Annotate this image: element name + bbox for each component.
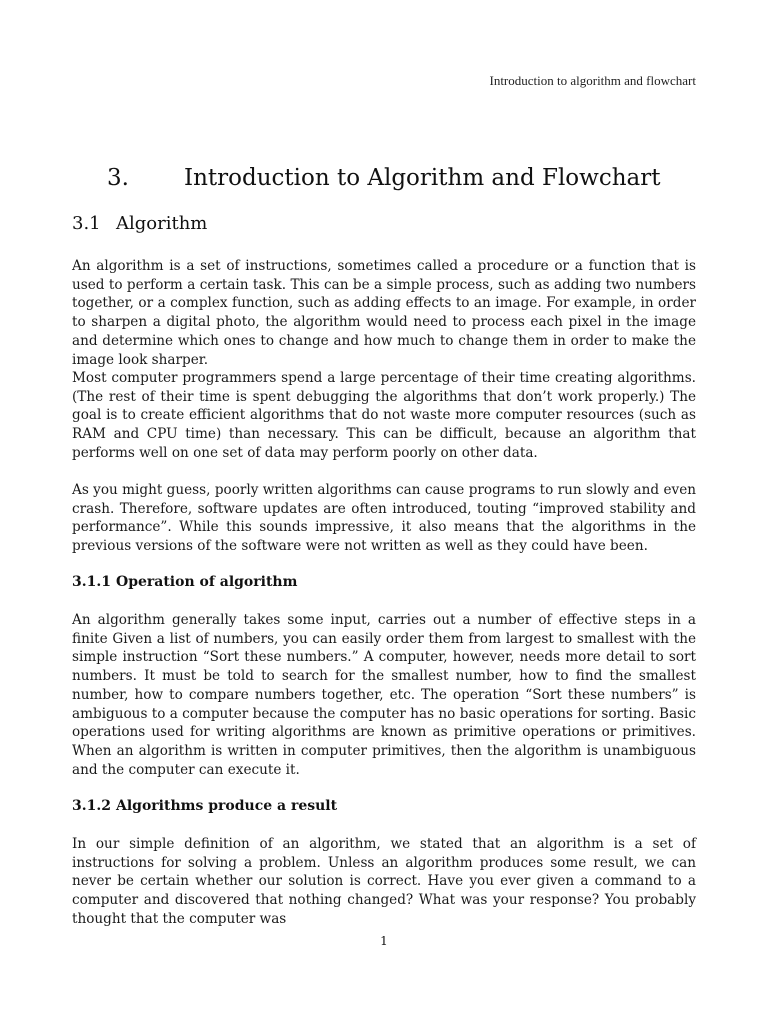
subsection-heading-result xyxy=(72,796,337,816)
section-paragraph-1: An algorithm is a set of instructions, sometimes called a procedure or a function that is used to perform a certain task. This can be a simple process, such as adding two numbers together, or a complex function, such as adding effects to an image. For example, in order to sharpen a digital photo, the algorithm would need to process each pixel in the image and determine which ones to change and how much to change them in order to make the image look sharper. xyxy=(72,258,696,368)
subsection-number: 3.1.1 xyxy=(72,574,111,590)
chapter-title-text: Introduction to Algorithm and Flowchart xyxy=(184,165,661,191)
subsection-heading-operation xyxy=(72,572,297,592)
subsection-number: 3.1.2 xyxy=(72,798,111,814)
section-title-text: Algorithm xyxy=(116,213,208,234)
subsection-title-text: Operation of algorithm xyxy=(116,574,298,590)
running-header: Introduction to algorithm and flowchart xyxy=(489,73,696,88)
subsection-2-paragraph: In our simple definition of an algorithm, we stated that an algorithm is a set of instructions for solving a problem. Unless an algorithm produces some result, we can never be certain whether our solution is correct. Have you ever given a command to a computer and discovered that nothing changed? What was your response? You probably thought that the computer was xyxy=(72,836,696,927)
section-paragraph-2: Most computer programmers spend a large percentage of their time creating algorithms. (The rest of their time is spent debugging the algorithms that don’t work properly.) The goal is to create efficient algorithms that do not waste more computer resources (such as RAM and CPU time) than necessary. This can be difficult, because an algorithm that performs well on one set of data may perform poorly on other data. xyxy=(72,370,696,461)
subsection-title-text: Algorithms produce a result xyxy=(116,798,338,814)
chapter-number: 3. xyxy=(107,165,129,191)
page-number: 1 xyxy=(380,934,388,948)
section-number: 3.1 xyxy=(72,213,101,234)
subsection-1-paragraph: An algorithm generally takes some input, carries out a number of effective steps in a finite Given a list of numbers, you can easily order them from largest to smallest with the simple instruction “Sort these numbers.” A computer, however, needs more detail to sort numbers. It must be told to search for the smallest number, how to find the smallest number, how to compare numbers together, etc. The operation “Sort these numbers” is ambiguous to a computer because the computer has no basic operations for sorting. Basic operations used for writing algorithms are known as primitive operations or primitives. When an algorithm is written in computer primitives, then the algorithm is unambiguous and the computer can execute it. xyxy=(72,612,696,778)
section-heading xyxy=(72,211,207,237)
section-paragraph-3: As you might guess, poorly written algorithms can cause programs to run slowly and even crash. Therefore, software updates are often introduced, touting “improved stability and performance”. While this sounds impressive, it also means that the algorithms in the previous versions of the software were not written as well as they could have been. xyxy=(72,482,696,555)
